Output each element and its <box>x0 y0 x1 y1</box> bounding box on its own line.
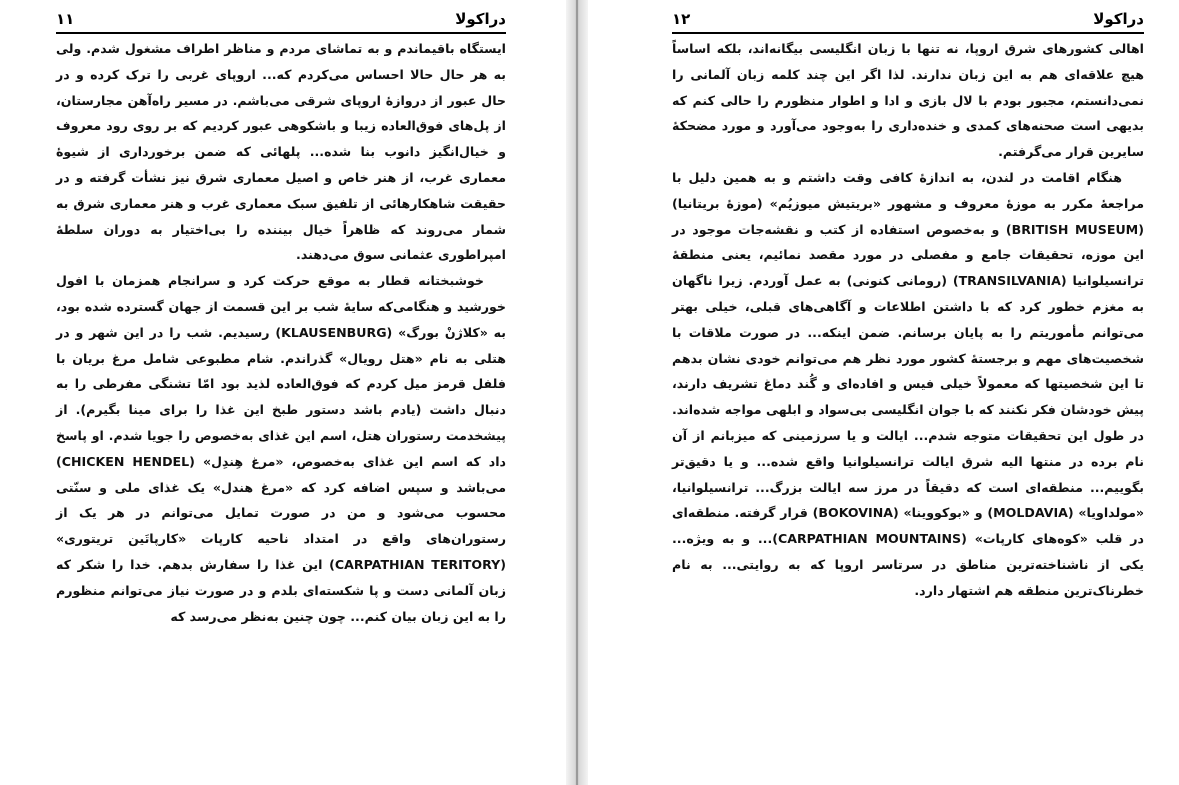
left-page-body <box>56 36 506 629</box>
right-page-body <box>672 36 1144 604</box>
right-page-number: ۱۲ <box>672 10 691 28</box>
left-page <box>0 0 566 785</box>
left-running-head: دراکولا <box>455 10 506 28</box>
right-page-header <box>672 10 1144 30</box>
left-paragraph-2: خوشبختانه قطار به موقع حرکت کرد و سرانجام همزمان با افول خورشید و هنگامی‌که سایهٔ شب بر این قسمت از جهان گسترده شده بود، به «کلاژنْ بورگ» (KLAUSENBURG) رسیدیم. شب را در این شهر و در هتلی به نام «هتل رویال» گذراندم. شام مطبوعی شامل مرغ بریان با فلفل قرمز میل کردم که فوق‌العاده لذید بود امّا تشنگی مفرطی را به دنبال داشت (یادم باشد دستور طبخ این غذا را برای مینا بگیرم). از پیشخدمت رستوران هتل، اسم این غذای به‌خصوص را جویا شدم. او پاسخ داد که اسم این غذای به‌خصوص، «مرغ هِندِل» (CHICKEN HENDEL) می‌باشد و سپس اضافه کرد که «مرغ هندل» یک غذای ملی و سنّتی محسوب می‌شود و من در صورت تمایل می‌توانم در هر یک از رستوران‌های واقع در امتداد ناحیه کارپات «کارپاتَین تریتوری» (CARPATHIAN TERITORY) این غذا را سفارش بدهم. خدا را شکر که زبان آلمانی دست و پا شکسته‌ای بلدم و در صورت نیاز می‌توانم منظورم را به این زبان بیان کنم... چون چنین به‌نظر می‌رسد که <box>56 273 507 624</box>
left-page-number: ۱۱ <box>56 10 75 28</box>
gutter-seam <box>576 0 578 785</box>
right-paragraph-2: هنگام اقامت در لندن، به اندازهٔ کافی وقت داشتم و به همین دلیل با مراجعهٔ مکرر به موزهٔ معروف و مشهور «بریتیش میوزیُم» (موزهٔ بریتانیا) (BRITISH MUSEUM) و به‌خصوص استفاده از کتب و نقشه‌جات موجود در این موزه، تحقیقات جامع و مفصلی در مورد مقصد نمائیم، یعنی منطقهٔ ترانسیلوانیا (TRANSILVANIA) (رومانی کنونی) به عمل آوردم. زیرا ناگهان به مغزم خطور کرد که با داشتن اطلاعات و آگاهی‌های قبلی، خیلی بهتر می‌توانم مأموریتم را به پایان برسانم. ضمن اینکه... در صورت ملاقات با شخصیت‌های مهم و برجستهٔ کشور مورد نظر هم می‌توانم خودی نشان بدهم تا این شخصیتها که معمولاً خیلی فیس و افاده‌ای و گُند دماغ تشریف دارند، پیش خودشان فکر نکنند که با جوان انگلیسی بی‌سواد و ابلهی مواجه شده‌اند. در طول این تحقیقات متوجه شدم... ایالت و یا سرزمینی که میزبانم از آن نام برده در منتها الیه شرق ایالت ترانسیلوانیا واقع شده... و یا دقیق‌تر بگوییم... منطقه‌ای است که دقیقاً در مرز سه ایالت بزرگ... ترانسیلوانیا، «مولداویا» (MOLDAVIA) و «بوکووینا» (BOKOVINA) قرار گرفته. منطقه‌ای در قلب «کوه‌های کارپات» (CARPATHIAN MOUNTAINS)... و به ویژه... یکی از ناشناخته‌ترین مناطق در سرتاسر اروپا که به روایتی... به نام خطرناک‌ترین منطقه هم اشتهار دارد. <box>672 169 1144 598</box>
right-header-rule <box>672 32 1144 34</box>
right-page <box>588 0 1179 785</box>
left-page-header <box>56 10 506 30</box>
book-gutter <box>566 0 588 785</box>
right-paragraph-1: اهالی کشورهای شرق اروپا، نه تنها با زبان انگلیسی بیگانه‌اند، بلکه اساساً هیچ علاقه‌ای هم به این زبان ندارند. لذا اگر این چند کلمه زبان آلمانی را نمی‌دانستم، مجبور بودم با لال بازی و ادا و اطوار منظورم را حالی کنم که بدیهی است صحنه‌های کمدی و خنده‌داری را به‌وجود می‌آورد و مورد مضحکهٔ سایرین قرار می‌گرفتم. <box>672 41 1144 160</box>
left-paragraph-1: ایستگاه باقیماندم و به تماشای مردم و مناظر اطراف مشغول شدم. ولی به هر حال حالا احساس می‌کردم که... اروپای غربی را ترک کرده و در حال عبور از دروازهٔ اروپای شرقی می‌باشم. در مسیر راه‌آهن مجارستان، از پل‌های فوق‌العاده زیبا و باشکوهی عبور کردیم که بر روی رود معروف و خیال‌انگیز دانوب بنا شده... پلهائی که ضمن برخورداری از شیوهٔ معماری غرب، از هنر خاص و اصیل معماری شرق نیز نشأت گرفته و در حقیقت شاهکارهائی از تلفیق سبک معماری غرب و هنر معماری شرق به شمار می‌روند که ظاهراً خیال بیننده را بی‌اختیار به دوران سلطهٔ امپراطوری عثمانی سوق می‌دهند. <box>56 41 506 263</box>
right-running-head: دراکولا <box>1093 10 1144 28</box>
left-header-rule <box>56 32 506 34</box>
